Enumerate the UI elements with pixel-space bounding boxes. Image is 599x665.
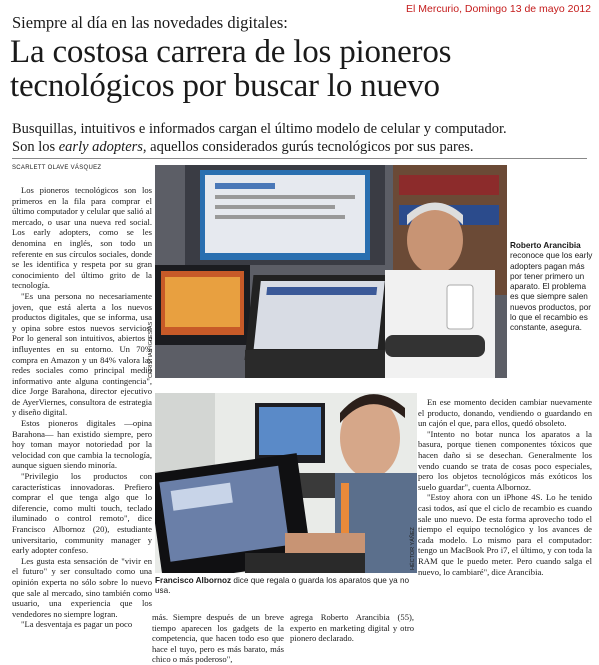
headline-line-1: La costosa carrera de los pioneros	[10, 34, 452, 70]
body-column-2-bottom: más. Siempre después de un breve tiempo aparecen los gadgets de la competencia, que hacen todo eso que hace el tuyo, pero es más barato, más chico o más poderoso",	[152, 612, 284, 665]
body-column-1	[12, 185, 152, 630]
divider	[12, 158, 587, 159]
caption-1	[510, 241, 596, 334]
paragraph: Los pioneros tecnológicos son los primeros en la fila para comprar el último computador y celular que salió al mercado, o usar una nueva red social. Los early adopters, como se les denomina en inglés, son todo un referente en sus círculos sociales, donde se les identifica y respeta por su gran conocimiento del último grito de la tecnología.	[12, 185, 152, 291]
photo-credit-1: CHRISTIAN IGLESIAS	[148, 321, 154, 378]
newspaper-source: El Mercurio, Domingo 13 de mayo 2012	[405, 3, 591, 15]
deck-post: , aquellos considerados gurús tecnológicos por sus pares.	[142, 139, 474, 155]
kicker: Siempre al día en las novedades digitales:	[12, 13, 288, 32]
deck-line-1: Busquillas, intuitivos e informados cargan el último modelo de celular y computador.	[12, 121, 507, 137]
caption-1-text: reconoce que los early adopters pagan más por tener primero un aparato. El problema es que siempre salen nuevos productos, por lo que el recambio es constante, asegura.	[510, 251, 593, 333]
headline-line-2: tecnológicos por buscar lo nuevo	[10, 68, 440, 104]
photo-credit-2: HÉCTOR YÁÑEZ	[410, 527, 416, 570]
deck-pre: Son los	[12, 139, 59, 155]
photo-illustration	[155, 165, 507, 378]
paragraph: "La desventaja es pagar un poco	[21, 619, 133, 630]
caption-2-name: Francisco Albornoz	[155, 576, 232, 585]
body-column-3-bottom: agrega Roberto Arancibia (55), experto en marketing digital y otro pionero declarado.	[290, 612, 414, 644]
photo-francisco-albornoz	[155, 393, 417, 573]
paragraph: "Privilegio los productos con características innovadoras. Prefiero comprar el que tenga algo que lo diferencie, como multi touch, teclado iluminado o control remoto", dice Francisco Albornoz (20), estudiante universitario, community manager y early adopter confeso.	[12, 471, 152, 556]
deck-em: early adopters	[58, 139, 143, 155]
deck-line-2	[12, 138, 592, 156]
headline	[10, 35, 590, 103]
caption-1-name: Roberto Arancibia	[510, 241, 581, 250]
paragraph: "Estoy ahora con un iPhone 4S. Lo he tenido casi todos, así que el ciclo de recambio es cuando sale uno nuevo. De esta forma aprovecho todo el tiempo el equipo tecnológico y los avances de cada modelo. Lo mismo para el computador: tengo un MacBook Pro i7, el último, y con toda la RAM que le puedo meter. Pero cuando salga el nuevo, lo cambiaré", dice Arancibia.	[418, 492, 592, 577]
photo-roberto-arancibia	[155, 165, 507, 378]
deck	[12, 120, 592, 156]
photo-illustration	[155, 393, 417, 573]
paragraph: Estos pioneros digitales —opina Barahona— han existido siempre, pero hoy toman mayor notoriedad por la velocidad con que cambia la tecnología, aunque siguen siendo minoría.	[12, 418, 152, 471]
paragraph: En ese momento deciden cambiar nuevamente el producto, donando, vendiendo o guardando en un cajón el que, para ellos, quedó obsoleto.	[418, 397, 592, 429]
body-column-4	[418, 397, 592, 577]
caption-2	[155, 576, 417, 597]
caption-2-text: dice que regala o guarda los aparatos que ya no usa.	[155, 576, 410, 596]
paragraph: "Intento no botar nunca los aparatos a la basura, porque tienen componentes tóxicos que hacen daño si se desechan. Generalmente los vendo cuando se trata de cosas poco especiales, pero los objetos tecnológicos más exóticos los suelo guardar", cuenta Albornoz.	[418, 428, 592, 492]
byline: SCARLETT OLAVE VÁSQUEZ	[12, 165, 102, 171]
paragraph: "Es una persona no necesariamente joven, que está alerta a los nuevos productos digitales, que se informa, usa y opina sobre estos nuevos servicios. Por lo general son intuitivos, abiertos e influyentes en su entorno. Un 70% compra en Amazon y un 84% valora las redes sociales como principal medio informativo ante alguna contingencia", dice Jorge Barahona, director ejecutivo de AyerViernes, consultora de estrategia y diseño digital.	[12, 290, 152, 418]
paragraph: Les gusta esta sensación de "vivir en el futuro" y ser consultado como una opinión experta no sólo sobre lo nuevo que sale al mercado, sino también como usuario, una experiencia que los vendedores no siempre logran.	[12, 555, 152, 619]
